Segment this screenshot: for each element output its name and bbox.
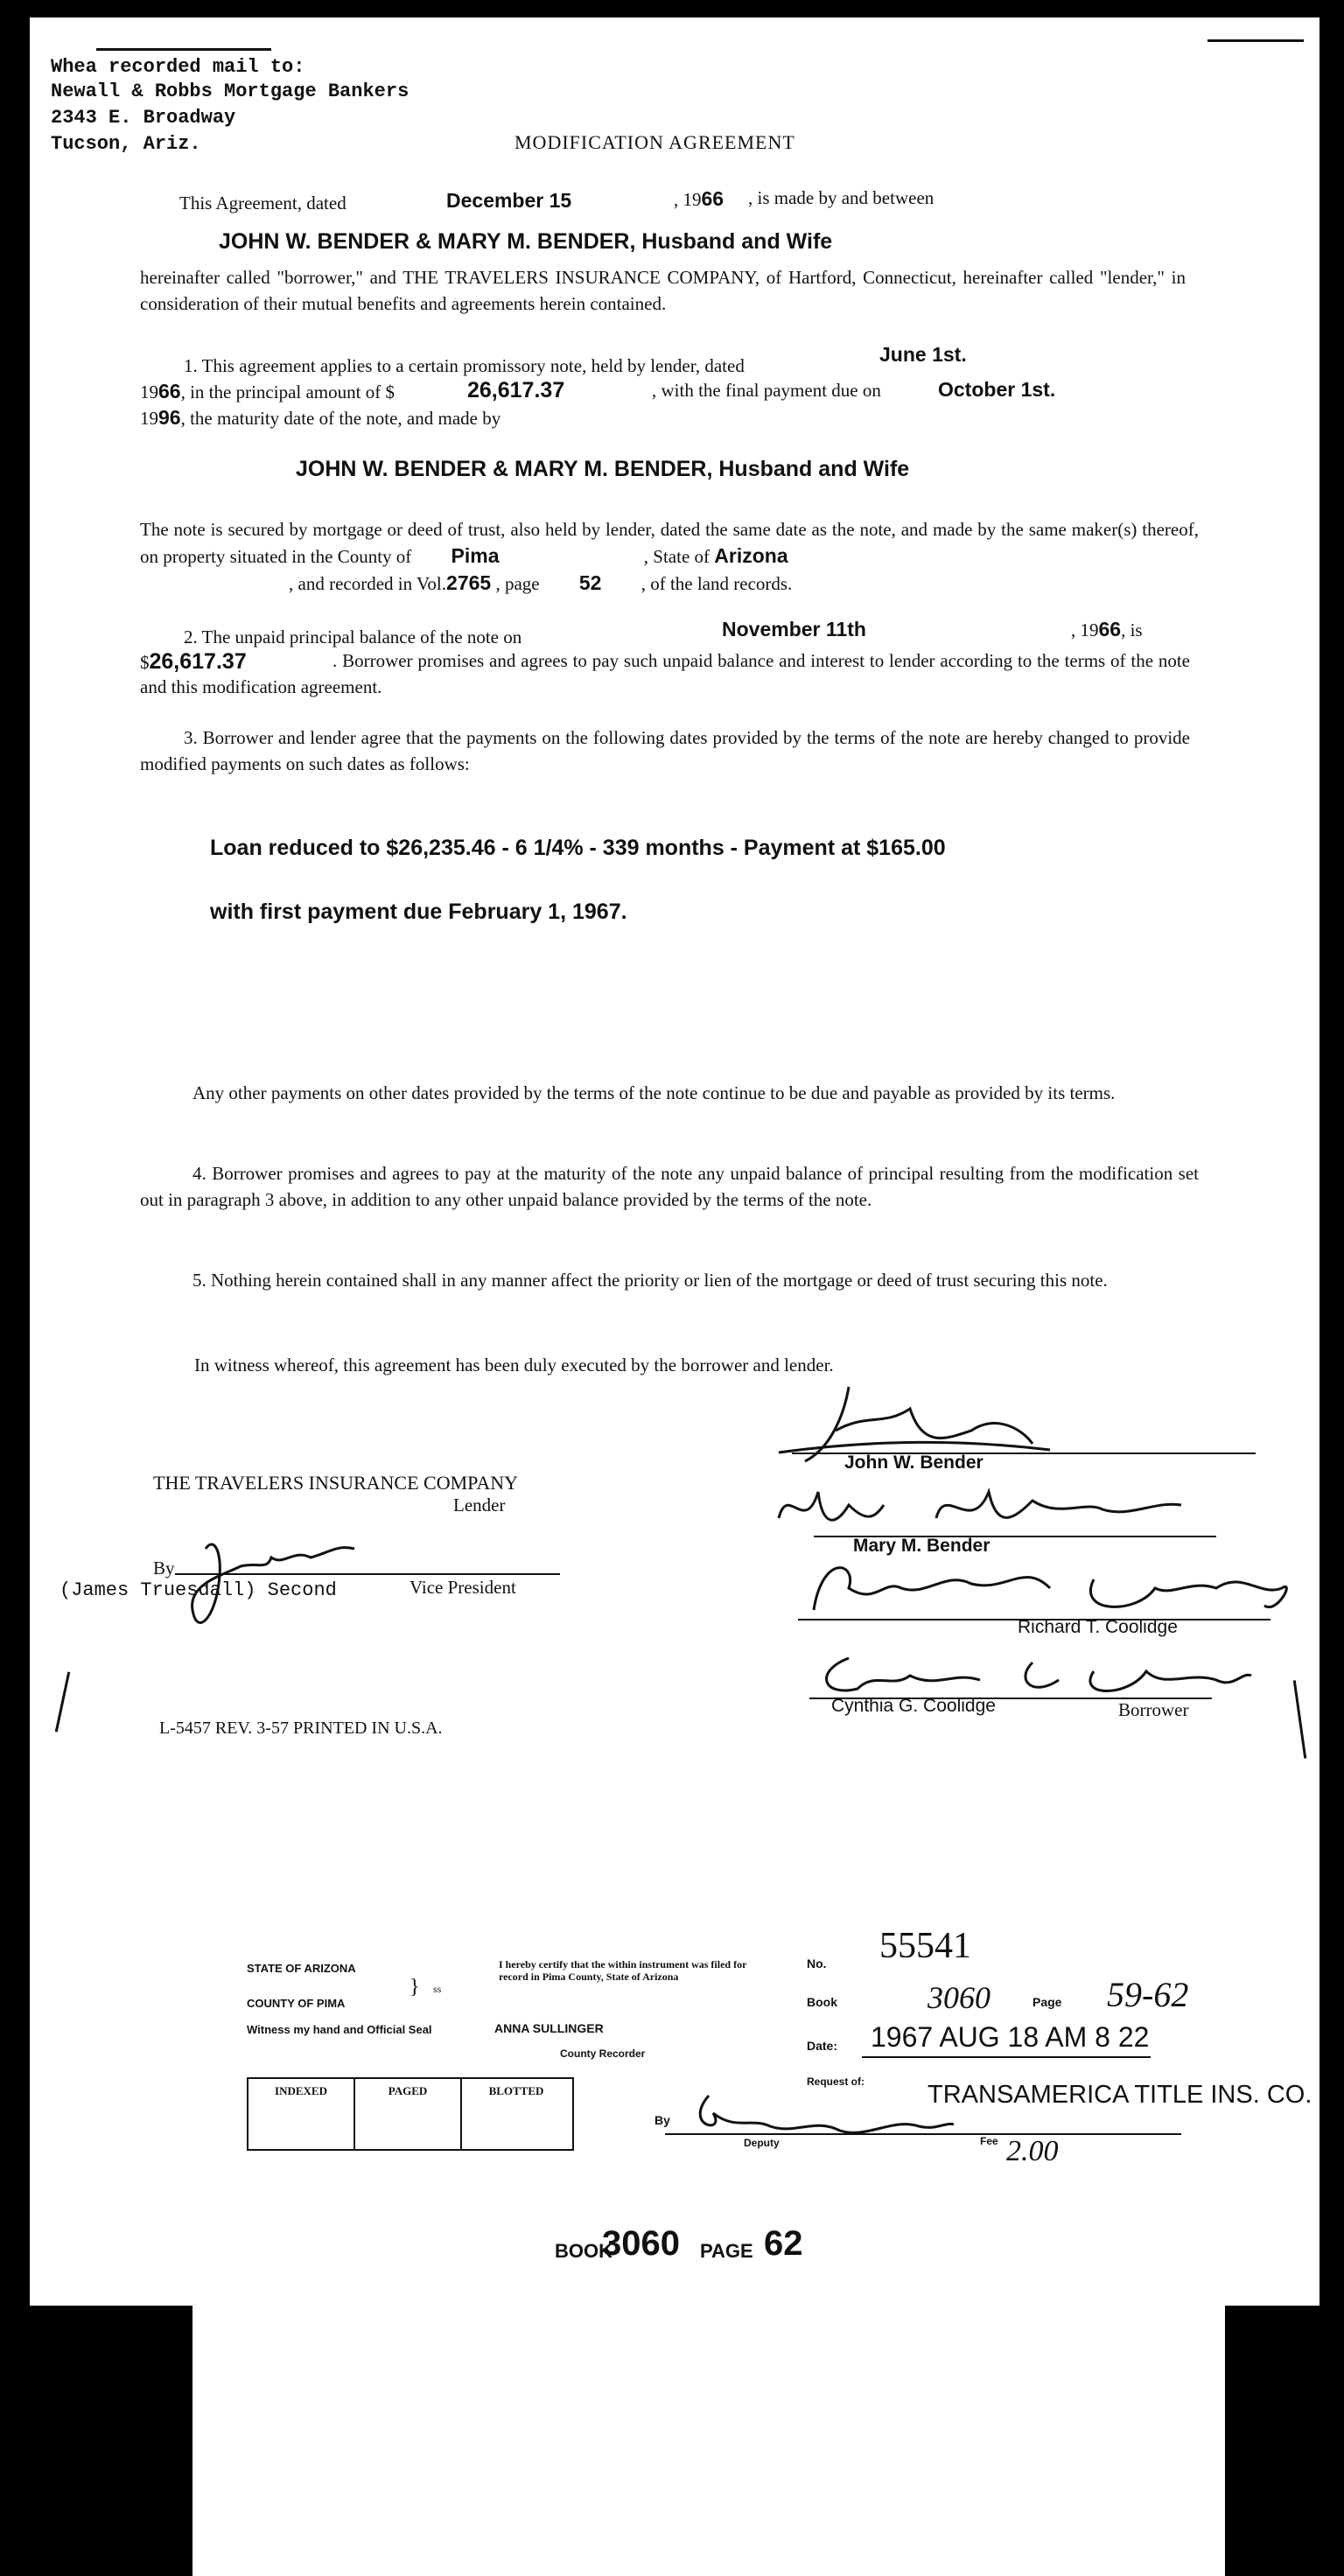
document-page-lower xyxy=(192,2292,1225,2576)
maturity-year: 96 xyxy=(158,406,181,429)
note-year: 66 xyxy=(158,380,181,402)
intro-year-prefix: , 19 xyxy=(674,189,702,210)
indexed-cell: INDEXED xyxy=(248,2079,355,2149)
volume: 2765 xyxy=(446,571,492,594)
county: Pima xyxy=(451,544,500,567)
fee-amount: 2.00 xyxy=(1006,2135,1059,2167)
final-payment-date: October 1st. xyxy=(938,378,1056,401)
recording-page-label: Page xyxy=(1032,1995,1062,2009)
mailing-line-1: Whea recorded mail to: xyxy=(51,56,305,78)
page-label: , page xyxy=(495,573,540,594)
para1-b: , in the principal amount of $ xyxy=(180,382,395,402)
request-label: Request of: xyxy=(807,2076,864,2088)
para1-d: , the maturity date of the note, and made by xyxy=(180,408,501,429)
date-label: Date: xyxy=(807,2039,838,2053)
parties: JOHN W. BENDER & MARY M. BENDER, Husband and Wife xyxy=(219,229,833,254)
deputy-line xyxy=(665,2133,1181,2135)
parties-text: hereinafter called "borrower," and THE TRAVELERS INSURANCE COMPANY, of Hartford, Connecticut, hereinafter called "lender," in consideration of their mutual benefits and agreements herein contained. xyxy=(140,267,1186,314)
recording-county: COUNTY OF PIMA xyxy=(247,1997,346,2010)
mailing-line-3: 2343 E. Broadway xyxy=(51,107,236,129)
recording-pages: 59-62 xyxy=(1107,1975,1189,2014)
para-other-payments: Any other payments on other dates provided by the terms of the note continue to be due and payable as provided by its terms. xyxy=(192,1082,1116,1103)
secured-text: The note is secured by mortgage or deed of trust, also held by lender, dated the same date as the note, and made by the same maker(s) thereof, on property situated in the County of xyxy=(140,519,1199,567)
john-name: John W. Bender xyxy=(844,1452,984,1473)
balance-year: 66 xyxy=(1098,618,1122,640)
deputy-label: Deputy xyxy=(744,2137,780,2149)
mailing-line-2: Newall & Robbs Mortgage Bankers xyxy=(51,80,410,102)
balance-year-prefix: , 19 xyxy=(1071,620,1099,640)
book-label: Book xyxy=(807,1995,837,2009)
recording-brace: } xyxy=(410,1976,420,1998)
paged-cell: PAGED xyxy=(355,2079,462,2149)
recording-book: 3060 xyxy=(928,1980,990,2015)
document-title: MODIFICATION AGREEMENT xyxy=(514,131,795,153)
secured-paragraph xyxy=(140,516,1199,597)
cynthia-name: Cynthia G. Coolidge xyxy=(831,1696,996,1716)
footer-book: 3060 xyxy=(602,2224,680,2263)
intro-prefix: This Agreement, dated xyxy=(179,192,346,214)
para1-maturity-prefix: 19 xyxy=(140,408,158,429)
recording-state: STATE OF ARIZONA xyxy=(247,1962,356,1975)
footer-page-label: PAGE xyxy=(700,2240,753,2262)
fee-label: Fee xyxy=(980,2135,998,2147)
page-number: 52 xyxy=(578,571,602,594)
para1-year-prefix: 19 xyxy=(140,382,158,402)
date-line xyxy=(862,2056,1151,2058)
para3: 3. Borrower and lender agree that the payments on the following dates provided by the terms of the note are hereby changed to provide modified payments on such dates as follows: xyxy=(140,727,1190,774)
recording-certify: I hereby certify that the within instrument was filed for record in Pima County, State of Arizona xyxy=(499,1958,747,1983)
terms-line-1: Loan reduced to $26,235.46 - 6 1/4% - 339 months - Payment at $165.00 xyxy=(210,836,946,860)
mailing-line-4: Tucson, Ariz. xyxy=(51,133,201,155)
state: Arizona xyxy=(714,544,788,567)
para4: 4. Borrower promises and agrees to pay at the maturity of the note any unpaid balance of principal resulting from the modification set out in paragraph 3 above, in addition to any other unpaid balance provided by the terms of the note. xyxy=(140,1163,1199,1210)
recording-ss: ss xyxy=(433,1983,442,1995)
recorder-title: County Recorder xyxy=(560,2048,646,2060)
balance-date: November 11th xyxy=(722,618,866,640)
deputy-by-label: By xyxy=(654,2113,670,2127)
lender-company: THE TRAVELERS INSURANCE COMPANY xyxy=(153,1472,519,1494)
para2-b: . Borrower promises and agrees to pay such unpaid balance and interest to lender according to the terms of the note and this modification agreement. xyxy=(140,650,1190,697)
by-label: By xyxy=(153,1558,175,1578)
para2-is: , is xyxy=(1121,620,1143,640)
blotted-cell: BLOTTED xyxy=(488,2084,544,2097)
lender-label: Lender xyxy=(453,1494,506,1516)
makers: JOHN W. BENDER & MARY M. BENDER, Husband and Wife xyxy=(296,457,910,481)
state-label: , State of xyxy=(643,546,710,567)
recorder-name: ANNA SULLINGER xyxy=(494,2021,604,2035)
para5: 5. Nothing herein contained shall in any manner affect the priority or lien of the mortgage or deed of trust securing this note. xyxy=(192,1270,1108,1291)
para1-a: 1. This agreement applies to a certain promissory note, held by lender, dated xyxy=(184,355,745,376)
para2-a: 2. The unpaid principal balance of the note on xyxy=(184,626,522,648)
richard-signature xyxy=(805,1544,1295,1628)
title-company: TRANSAMERICA TITLE INS. CO. xyxy=(928,2081,1312,2109)
lender-signer: (James Truesdall) Second xyxy=(60,1579,337,1601)
witness-clause: In witness whereof, this agreement has been duly executed by the borrower and lender. xyxy=(194,1354,834,1376)
terms-line-2: with first payment due February 1, 1967. xyxy=(210,900,627,924)
lender-title: Vice President xyxy=(410,1577,516,1598)
borrower-label: Borrower xyxy=(1118,1699,1189,1720)
intro-suffix: , is made by and between xyxy=(748,187,934,208)
recorded-label: , and recorded in Vol. xyxy=(289,573,447,594)
recording-number: 55541 xyxy=(879,1926,971,1966)
dollar-sign: $ xyxy=(140,652,150,673)
para1-c: , with the final payment due on xyxy=(652,380,881,401)
agreement-date: December 15 xyxy=(446,189,572,212)
richard-name: Richard T. Coolidge xyxy=(1018,1617,1178,1637)
agreement-year: 66 xyxy=(701,187,724,210)
principal-amount: 26,617.37 xyxy=(467,378,565,402)
land-records: , of the land records. xyxy=(640,573,793,594)
number-label: No. xyxy=(807,1956,827,1970)
form-number: L-5457 REV. 3-57 PRINTED IN U.S.A. xyxy=(159,1718,443,1738)
footer-book-label: BOOK xyxy=(555,2240,612,2262)
deputy-signature xyxy=(674,2091,954,2157)
note-date: June 1st. xyxy=(879,343,967,366)
recording-date: 1967 AUG 18 AM 8 22 xyxy=(871,2021,1150,2053)
balance-amount: 26,617.37 xyxy=(149,649,247,674)
footer-page: 62 xyxy=(764,2224,803,2263)
recording-witness: Witness my hand and Official Seal xyxy=(247,2023,432,2036)
mary-name: Mary M. Bender xyxy=(853,1536,990,1556)
recording-index-table xyxy=(247,2077,574,2151)
top-mark xyxy=(96,48,271,51)
top-mark xyxy=(1208,39,1304,42)
